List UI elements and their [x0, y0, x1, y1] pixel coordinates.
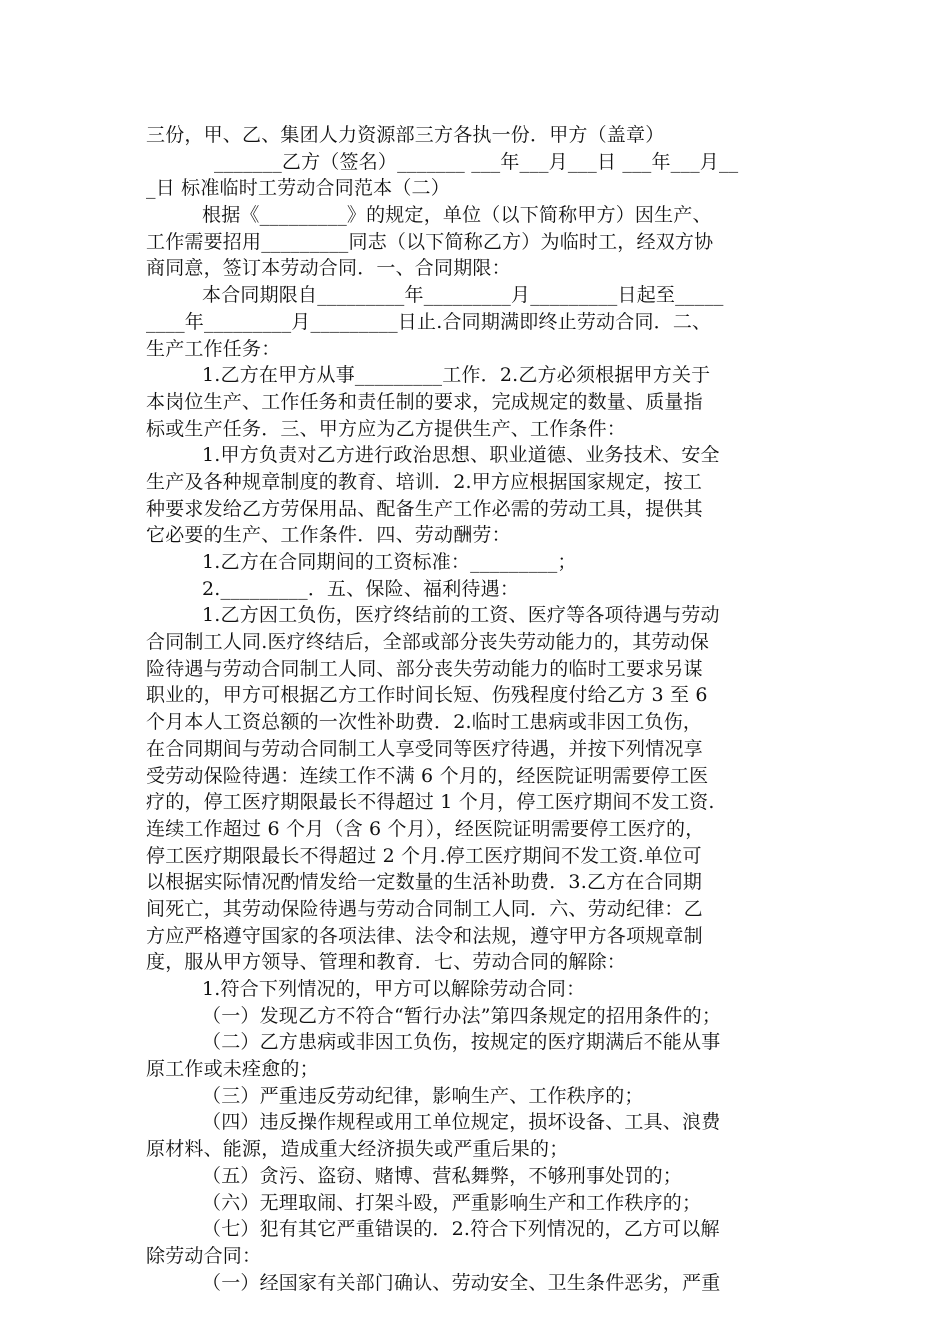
document-line: （五）贪污、盗窃、赌博、营私舞弊，不够刑事处罚的； — [202, 1164, 683, 1187]
document-line: 疗的，停工医疗期限最长不得超过 1 个月，停工医疗期间不发工资. — [146, 791, 715, 814]
document-line: 本合同期限自_________年_________月_________日起至_____ — [202, 284, 724, 307]
document-line: 商同意，签订本劳动合同．一、合同期限： — [146, 257, 511, 280]
document-line: （四）违反操作规程或用工单位规定，损坏设备、工具、浪费 — [202, 1111, 721, 1134]
document-line: ____年_________月_________日止.合同期满即终止劳动合同．二、 — [146, 310, 712, 333]
document-line: 原工作或未痊愈的； — [146, 1058, 319, 1081]
document-line: 生产及各种规章制度的教育、培训．2.甲方应根据国家规定，按工 — [146, 470, 703, 493]
document-line: 标或生产任务．三、甲方应为乙方提供生产、工作条件： — [146, 417, 627, 440]
document-line: 1.乙方因工负伤，医疗终结前的工资、医疗等各项待遇与劳动 — [202, 604, 720, 627]
document-line: 2._________．五、保险、福利待遇： — [202, 577, 520, 600]
document-line: 工作需要招用_________同志（以下简称乙方）为临时工，经双方协 — [146, 230, 714, 253]
document-line: 1.符合下列情况的，甲方可以解除劳动合同： — [202, 978, 586, 1000]
document-line: 1.乙方在合同期间的工资标准：_________； — [202, 551, 577, 573]
document-line: 方应严格遵守国家的各项法律、法令和法规，遵守甲方各项规章制 — [146, 924, 703, 947]
document-line: 以根据实际情况酌情发给一定数量的生活补助费．3.乙方在合同期 — [146, 871, 703, 894]
document-line: 1.乙方在甲方从事_________工作．2.乙方必须根据甲方关于 — [202, 364, 711, 387]
document-line: 原材料、能源，造成重大经济损失或严重后果的； — [146, 1138, 569, 1161]
document-line: （三）严重违反劳动纪律，影响生产、工作秩序的； — [202, 1084, 644, 1107]
document-line: 连续工作超过 6 个月（含 6 个月），经医院证明需要停工医疗的， — [146, 817, 705, 840]
document-line: 合同制工人同.医疗终结后，全部或部分丧失劳动能力的，其劳动保 — [146, 631, 710, 654]
document-line: 个月本人工资总额的一次性补助费．2.临时工患病或非因工负伤， — [146, 711, 703, 734]
document-line: 本岗位生产、工作任务和责任制的要求，完成规定的数量、质量指 — [146, 390, 703, 413]
document-line: 根据《_________》的规定，单位（以下简称甲方）因生产、 — [202, 204, 712, 227]
document-line: _日 标准临时工劳动合同范本（二） — [146, 177, 450, 200]
document-line: 除劳动合同： — [146, 1244, 262, 1267]
document-line: （七）犯有其它严重错误的．2.符合下列情况的，乙方可以解 — [202, 1218, 720, 1241]
document-line: 它必要的生产、工作条件．四、劳动酬劳： — [146, 524, 511, 547]
document-page — [146, 122, 806, 1296]
document-line: （一）经国家有关部门确认、劳动安全、卫生条件恶劣，严重 — [202, 1271, 721, 1294]
document-line: （二）乙方患病或非因工负伤，按规定的医疗期满后不能从事 — [202, 1031, 721, 1054]
document-line: 度，服从甲方领导、管理和教育．七、劳动合同的解除： — [146, 951, 627, 974]
document-line: （一）发现乙方不符合“暂行办法”第四条规定的招用条件的； — [202, 1004, 722, 1027]
document-line: 间死亡，其劳动保险待遇与劳动合同制工人同．六、劳动纪律：乙 — [146, 897, 703, 920]
document-line: 1.甲方负责对乙方进行政治思想、职业道德、业务技术、安全 — [202, 444, 720, 467]
document-line: 受劳动保险待遇：连续工作不满 6 个月的，经医院证明需要停工医 — [146, 764, 709, 787]
document-line: 停工医疗期限最长不得超过 2 个月.停工医疗期间不发工资.单位可 — [146, 844, 702, 867]
document-line: 在合同期间与劳动合同制工人享受同等医疗待遇，并按下列情况享 — [146, 737, 703, 760]
document-line: 险待遇与劳动合同制工人同、部分丧失劳动能力的临时工要求另谋 — [146, 657, 703, 680]
document-line: 生产工作任务： — [146, 337, 281, 360]
document-line: （六）无理取闹、打架斗殴，严重影响生产和工作秩序的； — [202, 1191, 702, 1214]
document-line: _______乙方（签名）_______ ___年___月___日 ___年___月__ — [214, 150, 739, 173]
document-line: 职业的，甲方可根据乙方工作时间长短、伤残程度付给乙方 3 至 6 — [146, 684, 708, 707]
document-line: 种要求发给乙方劳保用品、配备生产工作必需的劳动工具，提供其 — [146, 497, 703, 520]
document-line: 三份，甲、乙、集团人力资源部三方各执一份．甲方（盖章） — [146, 124, 665, 146]
